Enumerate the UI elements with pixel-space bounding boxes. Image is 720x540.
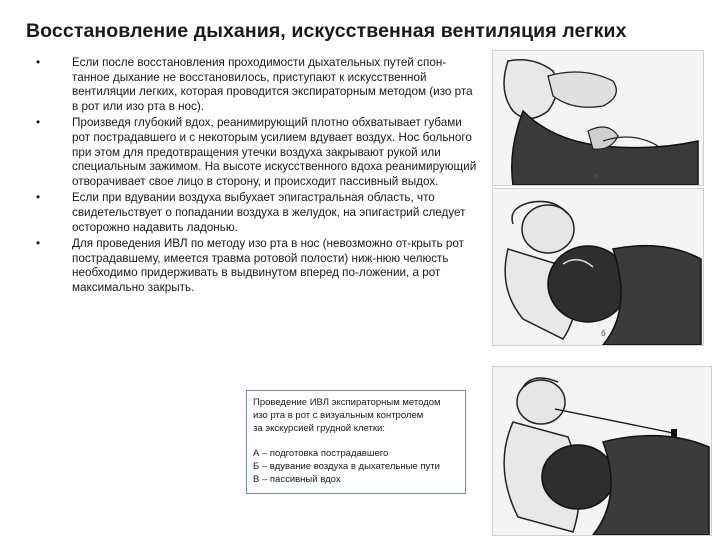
caption-line: изо рта в рот с визуальным контролем [253,410,424,421]
bullet-marker: • [36,116,41,130]
figure-label: а [593,171,598,180]
page-title: Восстановление дыхания, искусственная вентиляция легких [26,20,627,42]
caption-item: Б – вдувание воздуха в дыхательные пути [253,461,440,472]
illustration-mouth-to-mouth [492,188,704,346]
caption-line: Проведение ИВЛ экспираторным методом [253,397,441,408]
bullet-list [36,56,480,298]
list-item [36,116,480,189]
bullet-text: Для проведения ИВЛ по методу изо рта в нос (невозможно от-крыть рот пострадавшему, имеется травма ротовой полости) ниж-нюю челюсть необходимо придерживать в выдвинутом вперед по-ложении, а рот максимально закрыть. [72,237,464,294]
list-item [36,237,480,295]
caption-item: В – пассивный вдох [253,474,341,485]
caption-line: за экскурсией грудной клетки: [253,423,385,434]
bullet-marker: • [36,191,41,205]
bullet-marker: • [36,56,41,69]
illustration-head-tilt [492,50,704,186]
caption-item: А – подготовка пострадавшего [253,448,389,459]
list-item [36,191,480,235]
list-item [36,56,480,114]
bullet-text: Если при вдувании воздуха выбухает эпигастральная область, что свидетельствует о попадании воздуха в желудок, на эпигастрий следует осторожно надавить ладонью. [72,191,466,234]
bullet-marker: • [36,237,41,251]
illustration-chest-control [492,366,712,536]
bullet-text: Произведя глубокий вдох, реанимирующий плотно обхватывает губами рот пострадавшего и с некоторым усилием вдувает воздух. Нос больного при этом для предотвращения утечки воздуха закрывают рукой или специальным зажимом. На высоте искусственного вдоха реанимирующий отворачивает свое лицо в сторону, и происходит пассивный выдох. [72,116,477,188]
figure-label: б [601,329,606,338]
bullet-text: Если после восстановления проходимости дыхательных путей спон-танное дыхание не восстановилось, приступают к искусственной вентиляции легких, которая проводится экспираторным методом (изо рта в рот или изо рта в нос). [72,56,473,113]
figure-caption [246,390,466,494]
